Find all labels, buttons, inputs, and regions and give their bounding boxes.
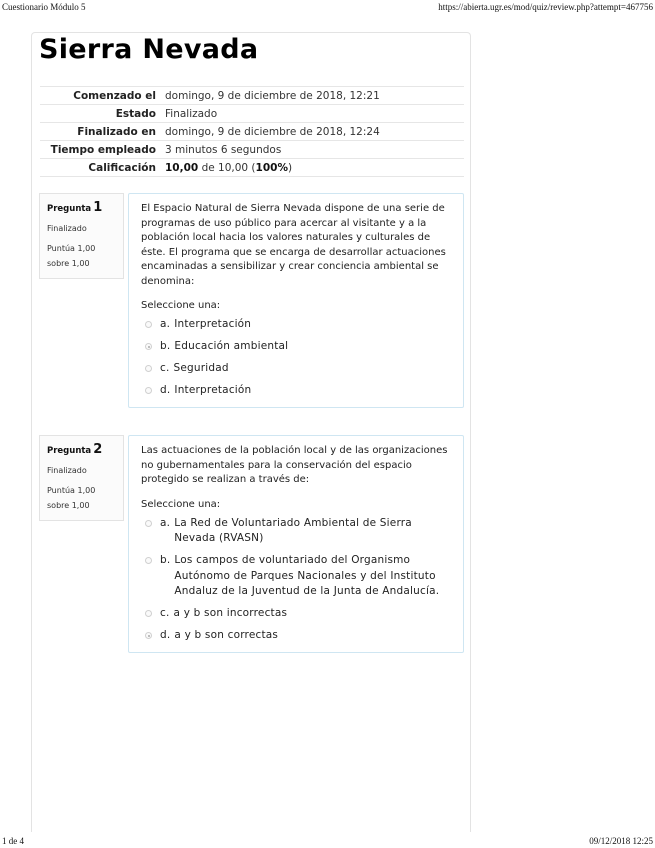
answer-option[interactable]: [141, 628, 453, 644]
answer-option[interactable]: [141, 553, 453, 600]
summary-value: domingo, 9 de diciembre de 2018, 12:21: [165, 87, 464, 105]
print-footer-date: 09/12/2018 12:25: [589, 836, 653, 846]
radio-button[interactable]: [145, 365, 152, 372]
answer-text: Interpretación: [174, 318, 252, 330]
print-footer-page: 1 de 4: [2, 836, 24, 846]
answer-text: Seguridad: [173, 362, 229, 374]
question-number: [47, 200, 123, 215]
radio-button[interactable]: [145, 520, 152, 527]
question-content: [128, 435, 464, 653]
answer-prompt: Seleccione una:: [141, 300, 221, 311]
answer-option[interactable]: [141, 383, 453, 399]
print-header-url: https://abierta.ugr.es/mod/quiz/review.php?attempt=467756: [438, 2, 653, 12]
answer-list: [141, 317, 453, 399]
answer-option[interactable]: [141, 317, 453, 333]
question-grade: Puntúa 1,00 sobre 1,00: [47, 244, 96, 268]
print-header-title: Cuestionario Módulo 5: [2, 2, 86, 12]
radio-button-selected[interactable]: [145, 632, 152, 639]
summary-row-grade: [40, 159, 464, 177]
summary-label: Tiempo empleado: [40, 141, 165, 159]
question-state: Finalizado: [47, 466, 87, 475]
answer-option[interactable]: [141, 361, 453, 377]
answer-letter: c.: [160, 362, 170, 374]
summary-row: [40, 105, 464, 123]
answer-prompt: Seleccione una:: [141, 498, 221, 510]
radio-button[interactable]: [145, 321, 152, 328]
grade-score: 10,00: [165, 161, 199, 174]
question-state: Finalizado: [47, 224, 87, 233]
answer-letter: d.: [160, 629, 171, 641]
grade-out-of: de 10,00 (: [201, 161, 256, 174]
radio-button[interactable]: [145, 610, 152, 617]
question-info: [39, 193, 124, 279]
question-content: [128, 193, 464, 408]
summary-label: Finalizado en: [40, 123, 165, 141]
radio-button[interactable]: [145, 557, 152, 564]
radio-button-selected[interactable]: [145, 343, 152, 350]
answer-letter: b.: [160, 340, 171, 352]
answer-letter: c.: [160, 607, 170, 619]
answer-letter: b.: [160, 554, 171, 566]
answer-list: [141, 516, 453, 644]
page-title: Sierra Nevada: [39, 34, 259, 65]
summary-label: Estado: [40, 105, 165, 123]
answer-option[interactable]: [141, 339, 453, 355]
radio-button[interactable]: [145, 387, 152, 394]
summary-row: [40, 123, 464, 141]
answer-text: La Red de Voluntariado Ambiental de Sierra Nevada (RVASN): [174, 516, 412, 544]
summary-value: domingo, 9 de diciembre de 2018, 12:24: [165, 123, 464, 141]
answer-letter: a.: [160, 516, 171, 529]
answer-text: Educación ambiental: [174, 340, 289, 352]
question-text: Las actuaciones de la población local y de las organizaciones no gubernamentales para la conservación del espacio protegido se realizan a través de:: [141, 445, 448, 485]
grade-close: ): [287, 161, 293, 174]
grade-value: [165, 159, 464, 177]
answer-letter: d.: [160, 384, 171, 396]
summary-value: 3 minutos 6 segundos: [165, 141, 464, 159]
summary-label: Comenzado el: [40, 87, 165, 105]
answer-option[interactable]: [141, 606, 453, 622]
question-text: El Espacio Natural de Sierra Nevada dispone de una serie de programas de uso público para acercar al visitante y a la población local hacia los valores naturales y culturales de éste. El programa que se encarga de desarrollar actuaciones encaminadas a sensibilizar y crear conciencia ambiental se denomina:: [141, 203, 446, 287]
grade-label: Calificación: [40, 159, 165, 177]
summary-value: Finalizado: [165, 105, 464, 123]
question-number: [47, 442, 123, 457]
question-number-value: 1: [93, 200, 103, 215]
summary-row: [40, 141, 464, 159]
summary-row: [40, 87, 464, 105]
attempt-summary-table: [40, 86, 464, 177]
answer-text: a y b son correctas: [174, 629, 279, 641]
grade-percent: 100%: [255, 161, 288, 174]
question-label: Pregunta: [47, 204, 92, 214]
question-label: Pregunta: [47, 446, 92, 456]
answer-text: Interpretación: [174, 384, 252, 396]
question-grade: Puntúa 1,00 sobre 1,00: [47, 486, 96, 510]
question-info: [39, 435, 124, 521]
answer-text: Los campos de voluntariado del Organismo Autónomo de Parques Nacionales y del Instituto Andaluz de la Juventud de la Junta de Andalucía.: [174, 554, 440, 597]
answer-text: a y b son incorrectas: [173, 607, 288, 619]
question-number-value: 2: [93, 442, 103, 457]
answer-option[interactable]: [141, 516, 453, 547]
answer-letter: a.: [160, 318, 171, 330]
